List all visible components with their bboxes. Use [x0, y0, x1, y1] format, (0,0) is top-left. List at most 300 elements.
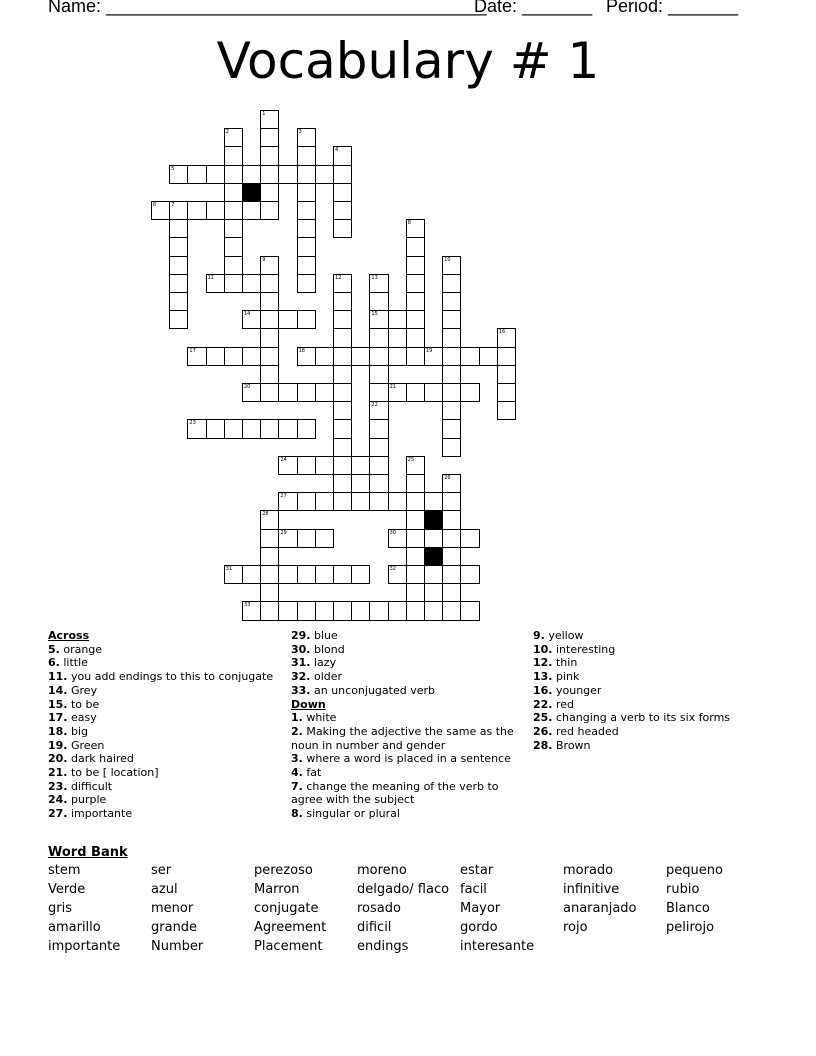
grid-cell[interactable] — [442, 419, 461, 438]
grid-cell[interactable] — [424, 492, 443, 511]
grid-cell[interactable] — [333, 419, 352, 438]
grid-cell[interactable] — [260, 183, 279, 202]
grid-cell[interactable] — [424, 601, 443, 620]
clue-number: 2. — [291, 724, 303, 738]
grid-cell[interactable] — [442, 274, 461, 293]
grid-cell[interactable] — [315, 347, 334, 366]
grid-cell[interactable] — [278, 492, 297, 511]
grid-cell[interactable] — [297, 419, 316, 438]
clue-text: Grey — [67, 683, 98, 697]
grid-cell[interactable] — [424, 347, 443, 366]
word-bank-word: rojo — [563, 920, 588, 935]
grid-cell[interactable] — [169, 274, 188, 293]
grid-cell[interactable] — [442, 583, 461, 602]
grid-cell[interactable] — [369, 347, 388, 366]
grid-cell[interactable] — [315, 601, 334, 620]
across-clue — [48, 684, 278, 698]
grid-cell[interactable] — [333, 274, 352, 293]
grid-cell[interactable] — [242, 201, 261, 220]
grid-cell[interactable] — [260, 419, 279, 438]
across-heading: Across — [48, 629, 90, 642]
grid-cell[interactable] — [224, 274, 243, 293]
black-square — [424, 510, 443, 529]
clue-number: 7. — [291, 779, 303, 793]
across-clue — [48, 793, 278, 807]
grid-cell[interactable] — [206, 347, 225, 366]
clue-number: 4 — [335, 147, 339, 154]
clue-number: 28 — [262, 511, 269, 518]
grid-cell[interactable] — [351, 601, 370, 620]
grid-cell[interactable] — [406, 583, 425, 602]
grid-cell[interactable] — [297, 256, 316, 275]
grid-cell[interactable] — [369, 438, 388, 457]
clue-number: 6 — [153, 202, 157, 208]
clue-number: 15 — [371, 311, 378, 318]
grid-cell[interactable] — [369, 474, 388, 493]
grid-cell[interactable] — [497, 347, 516, 366]
grid-cell[interactable] — [442, 256, 461, 275]
grid-cell[interactable] — [497, 365, 516, 384]
clue-text: big — [67, 724, 89, 738]
grid-cell[interactable] — [224, 347, 243, 366]
grid-cell[interactable] — [333, 292, 352, 311]
grid-cell[interactable] — [369, 328, 388, 347]
clue-number: 23 — [189, 420, 196, 427]
grid-cell[interactable] — [278, 310, 297, 329]
grid-cell[interactable] — [369, 401, 388, 420]
grid-cell[interactable] — [442, 529, 461, 548]
clue-text: older — [310, 670, 343, 684]
grid-cell[interactable] — [406, 383, 425, 402]
clue-number: 31 — [225, 566, 233, 572]
grid-cell[interactable] — [260, 365, 279, 384]
grid-cell[interactable] — [460, 529, 479, 548]
grid-cell[interactable] — [242, 601, 261, 620]
grid-cell[interactable] — [406, 492, 425, 511]
grid-cell[interactable] — [333, 201, 352, 220]
word-bank-word: conjugate — [254, 901, 319, 916]
word-bank-word: stem — [48, 863, 81, 878]
grid-cell[interactable] — [242, 165, 261, 184]
grid-cell[interactable] — [333, 365, 352, 384]
grid-cell[interactable] — [297, 529, 316, 548]
across-clue — [48, 725, 278, 739]
grid-cell[interactable] — [260, 256, 279, 275]
clue-text: change the meaning of the verb to agree with the subject — [291, 779, 499, 807]
clue-number: 32. — [291, 670, 311, 684]
grid-cell[interactable] — [260, 383, 279, 402]
clue-text: pink — [552, 670, 580, 684]
down-clue — [533, 684, 773, 698]
grid-cell[interactable] — [369, 274, 388, 293]
grid-cell[interactable] — [406, 529, 425, 548]
grid-cell[interactable] — [315, 565, 334, 584]
grid-cell[interactable] — [224, 237, 243, 256]
clue-number: 21. — [48, 766, 68, 780]
grid-cell[interactable] — [260, 601, 279, 620]
grid-cell[interactable] — [333, 310, 352, 329]
grid-cell[interactable] — [242, 565, 261, 584]
grid-cell[interactable] — [187, 165, 206, 184]
down-clue — [291, 725, 521, 752]
grid-cell[interactable] — [333, 492, 352, 511]
grid-cell[interactable] — [206, 165, 225, 184]
grid-cell[interactable] — [442, 474, 461, 493]
grid-cell[interactable] — [406, 237, 425, 256]
grid-cell[interactable] — [369, 456, 388, 475]
clue-text: Making the adjective the same as the noun in number and gender — [291, 724, 514, 752]
word-bank-heading: Word Bank — [48, 845, 128, 860]
grid-cell[interactable] — [333, 565, 352, 584]
grid-cell[interactable] — [278, 419, 297, 438]
clue-number: 20. — [48, 752, 68, 766]
grid-cell[interactable] — [260, 529, 279, 548]
grid-cell[interactable] — [169, 165, 188, 184]
clue-number: 17. — [48, 711, 68, 725]
word-bank-word: facil — [460, 882, 487, 897]
word-bank-word: anaranjado — [563, 901, 637, 916]
grid-cell[interactable] — [333, 383, 352, 402]
grid-cell[interactable] — [406, 256, 425, 275]
grid-cell[interactable] — [442, 347, 461, 366]
grid-cell[interactable] — [260, 328, 279, 347]
grid-cell[interactable] — [424, 529, 443, 548]
grid-cell[interactable] — [224, 419, 243, 438]
grid-cell[interactable] — [169, 219, 188, 238]
grid-cell[interactable] — [260, 583, 279, 602]
period-field-label: Period: _______ — [606, 0, 739, 16]
clue-number: 5. — [48, 642, 60, 656]
grid-cell[interactable] — [406, 310, 425, 329]
clue-text: changing a verb to its six forms — [552, 711, 731, 725]
grid-cell[interactable] — [442, 310, 461, 329]
grid-cell[interactable] — [406, 565, 425, 584]
grid-cell[interactable] — [406, 292, 425, 311]
grid-cell[interactable] — [169, 310, 188, 329]
down-clue — [533, 643, 773, 657]
word-bank-word: morado — [563, 863, 614, 878]
grid-cell[interactable] — [369, 365, 388, 384]
grid-cell[interactable] — [297, 456, 316, 475]
grid-cell[interactable] — [206, 274, 225, 293]
word-bank-word: Agreement — [254, 920, 327, 935]
clue-text: blond — [310, 642, 345, 656]
grid-cell[interactable] — [333, 165, 352, 184]
grid-cell[interactable] — [406, 547, 425, 566]
clue-number: 14 — [244, 311, 251, 318]
grid-cell[interactable] — [333, 146, 352, 165]
word-bank-word: rosado — [357, 901, 401, 916]
grid-cell[interactable] — [442, 383, 461, 402]
grid-cell[interactable] — [297, 565, 316, 584]
clue-text: blue — [310, 629, 338, 642]
across-clue — [48, 698, 278, 712]
grid-cell[interactable] — [333, 474, 352, 493]
grid-cell[interactable] — [297, 310, 316, 329]
grid-cell[interactable] — [333, 328, 352, 347]
grid-cell[interactable] — [260, 510, 279, 529]
grid-cell[interactable] — [442, 565, 461, 584]
clue-text: easy — [67, 711, 97, 725]
grid-cell[interactable] — [242, 347, 261, 366]
grid-cell[interactable] — [333, 601, 352, 620]
grid-cell[interactable] — [424, 565, 443, 584]
grid-cell[interactable] — [333, 456, 352, 475]
grid-cell[interactable] — [260, 274, 279, 293]
grid-cell[interactable] — [187, 347, 206, 366]
clue-number: 21 — [389, 384, 396, 390]
word-bank-word: gordo — [460, 920, 498, 935]
clue-number: 24. — [48, 793, 68, 807]
word-bank-word: delgado/ flaco — [357, 882, 450, 897]
grid-cell[interactable] — [224, 201, 243, 220]
grid-cell[interactable] — [460, 347, 479, 366]
grid-cell[interactable] — [406, 510, 425, 529]
across-clue — [48, 643, 278, 657]
clue-number: 1. — [291, 711, 303, 725]
across-clue — [48, 670, 278, 684]
clue-number: 27 — [280, 493, 287, 500]
clue-number: 22 — [371, 402, 378, 409]
grid-cell[interactable] — [260, 165, 279, 184]
grid-cell[interactable] — [260, 128, 279, 147]
grid-cell[interactable] — [406, 474, 425, 493]
grid-cell[interactable] — [497, 401, 516, 420]
grid-cell[interactable] — [260, 110, 279, 129]
clue-text: to be — [67, 697, 100, 711]
clue-number: 9 — [262, 256, 266, 263]
grid-cell[interactable] — [297, 183, 316, 202]
grid-cell[interactable] — [388, 347, 407, 366]
clue-number: 30 — [389, 529, 396, 536]
grid-cell[interactable] — [297, 383, 316, 402]
across-clue — [48, 780, 278, 794]
grid-cell[interactable] — [224, 183, 243, 202]
grid-cell[interactable] — [497, 328, 516, 347]
clue-text: thin — [552, 656, 578, 670]
grid-cell[interactable] — [297, 492, 316, 511]
word-bank-word: Mayor — [460, 901, 501, 916]
down-clue — [291, 711, 521, 725]
grid-cell[interactable] — [369, 310, 388, 329]
clue-number: 12. — [533, 656, 553, 670]
grid-cell[interactable] — [424, 383, 443, 402]
clue-number: 33 — [244, 602, 251, 609]
grid-cell[interactable] — [442, 601, 461, 620]
clue-number: 16. — [533, 683, 553, 697]
grid-cell[interactable] — [297, 219, 316, 238]
grid-cell[interactable] — [169, 237, 188, 256]
grid-cell[interactable] — [369, 419, 388, 438]
grid-cell[interactable] — [406, 219, 425, 238]
grid-cell[interactable] — [224, 256, 243, 275]
date-field-label: Date: _______ — [474, 0, 593, 16]
grid-cell[interactable] — [406, 274, 425, 293]
clue-number: 3. — [291, 752, 303, 766]
grid-cell[interactable] — [388, 383, 407, 402]
grid-cell[interactable] — [260, 292, 279, 311]
grid-cell[interactable] — [388, 492, 407, 511]
grid-cell[interactable] — [242, 383, 261, 402]
clue-number: 19 — [426, 347, 433, 354]
clue-number: 8. — [291, 807, 303, 821]
grid-cell[interactable] — [260, 547, 279, 566]
grid-cell[interactable] — [297, 201, 316, 220]
grid-cell[interactable] — [278, 601, 297, 620]
clue-text: difficult — [67, 779, 113, 793]
grid-cell[interactable] — [369, 292, 388, 311]
grid-cell[interactable] — [278, 383, 297, 402]
grid-cell[interactable] — [315, 529, 334, 548]
down-clue — [533, 698, 773, 712]
grid-cell[interactable] — [242, 310, 261, 329]
grid-cell[interactable] — [388, 529, 407, 548]
grid-cell[interactable] — [151, 201, 170, 220]
grid-cell[interactable] — [315, 383, 334, 402]
clue-text: Brown — [552, 738, 591, 752]
grid-cell[interactable] — [442, 547, 461, 566]
grid-cell[interactable] — [442, 510, 461, 529]
grid-cell[interactable] — [278, 529, 297, 548]
grid-cell[interactable] — [406, 456, 425, 475]
grid-cell[interactable] — [278, 165, 297, 184]
clue-number: 20 — [244, 384, 251, 390]
black-square — [424, 547, 443, 566]
clue-text: to be [ location] — [67, 766, 159, 780]
grid-cell[interactable] — [224, 165, 243, 184]
grid-cell[interactable] — [369, 383, 388, 402]
clue-number: 29 — [280, 529, 287, 536]
grid-cell[interactable] — [260, 347, 279, 366]
across-clue — [291, 656, 521, 670]
grid-cell[interactable] — [497, 383, 516, 402]
grid-cell[interactable] — [333, 401, 352, 420]
grid-cell[interactable] — [369, 601, 388, 620]
grid-cell[interactable] — [169, 201, 188, 220]
word-bank-word: interesante — [460, 939, 535, 954]
word-bank-word: Number — [151, 939, 204, 954]
grid-cell[interactable] — [278, 565, 297, 584]
grid-cell[interactable] — [406, 347, 425, 366]
word-bank-word: Blanco — [666, 901, 710, 916]
down-clue — [533, 670, 773, 684]
grid-cell[interactable] — [388, 310, 407, 329]
clue-number: 31. — [291, 656, 311, 670]
grid-cell[interactable] — [260, 201, 279, 220]
clue-text: where a word is placed in a sentence — [302, 752, 511, 766]
grid-cell[interactable] — [315, 165, 334, 184]
clue-number: 33. — [291, 683, 311, 697]
grid-cell[interactable] — [442, 492, 461, 511]
grid-cell[interactable] — [224, 128, 243, 147]
grid-cell[interactable] — [297, 347, 316, 366]
word-bank-word: moreno — [357, 863, 407, 878]
grid-cell[interactable] — [297, 274, 316, 293]
clue-text: interesting — [552, 642, 616, 656]
grid-cell[interactable] — [315, 492, 334, 511]
grid-cell[interactable] — [406, 601, 425, 620]
clue-number: 32 — [389, 566, 396, 572]
clue-number: 17 — [189, 347, 196, 354]
grid-cell[interactable] — [333, 438, 352, 457]
clue-number: 23. — [48, 779, 68, 793]
grid-cell[interactable] — [333, 347, 352, 366]
grid-cell[interactable] — [333, 219, 352, 238]
grid-cell[interactable] — [242, 274, 261, 293]
clue-number: 1 — [262, 111, 266, 117]
grid-cell[interactable] — [297, 146, 316, 165]
clue-text: Green — [67, 738, 105, 752]
grid-cell[interactable] — [187, 201, 206, 220]
grid-cell[interactable] — [369, 492, 388, 511]
grid-cell[interactable] — [388, 565, 407, 584]
grid-cell[interactable] — [460, 383, 479, 402]
down-clue — [533, 739, 773, 753]
grid-cell[interactable] — [278, 456, 297, 475]
grid-cell[interactable] — [242, 419, 261, 438]
grid-cell[interactable] — [224, 219, 243, 238]
grid-cell[interactable] — [206, 419, 225, 438]
grid-cell[interactable] — [224, 565, 243, 584]
grid-cell[interactable] — [297, 237, 316, 256]
grid-cell[interactable] — [260, 310, 279, 329]
word-bank-word: importante — [48, 939, 121, 954]
down-clue — [291, 752, 521, 766]
word-bank-word: gris — [48, 901, 72, 916]
grid-cell[interactable] — [260, 565, 279, 584]
clue-text: importante — [67, 807, 133, 821]
clue-number: 30. — [291, 642, 311, 656]
grid-cell[interactable] — [460, 565, 479, 584]
clue-text: yellow — [544, 629, 584, 642]
grid-cell[interactable] — [442, 365, 461, 384]
grid-cell[interactable] — [333, 183, 352, 202]
grid-cell[interactable] — [297, 165, 316, 184]
clue-number: 4. — [291, 766, 303, 780]
grid-cell[interactable] — [224, 146, 243, 165]
across-clues-column — [48, 629, 278, 821]
grid-cell[interactable] — [442, 438, 461, 457]
grid-cell[interactable] — [169, 292, 188, 311]
grid-cell[interactable] — [479, 347, 498, 366]
across-clue — [291, 643, 521, 657]
grid-cell[interactable] — [442, 292, 461, 311]
grid-cell[interactable] — [388, 601, 407, 620]
grid-cell[interactable] — [460, 601, 479, 620]
grid-cell[interactable] — [187, 419, 206, 438]
clue-number: 16 — [498, 329, 506, 336]
grid-cell[interactable] — [206, 201, 225, 220]
grid-cell[interactable] — [351, 347, 370, 366]
grid-cell[interactable] — [442, 401, 461, 420]
grid-cell[interactable] — [169, 256, 188, 275]
grid-cell[interactable] — [297, 128, 316, 147]
grid-cell[interactable] — [351, 492, 370, 511]
grid-cell[interactable] — [406, 328, 425, 347]
grid-cell[interactable] — [260, 146, 279, 165]
grid-cell[interactable] — [351, 565, 370, 584]
grid-cell[interactable] — [351, 456, 370, 475]
clue-text: orange — [59, 642, 103, 656]
clues-column-right — [533, 629, 773, 752]
grid-cell[interactable] — [315, 456, 334, 475]
word-bank-word: ser — [151, 863, 172, 878]
clue-number: 27. — [48, 807, 68, 821]
grid-cell[interactable] — [297, 601, 316, 620]
clue-number: 29. — [291, 629, 311, 642]
grid-cell[interactable] — [442, 328, 461, 347]
word-bank-word: menor — [151, 901, 194, 916]
